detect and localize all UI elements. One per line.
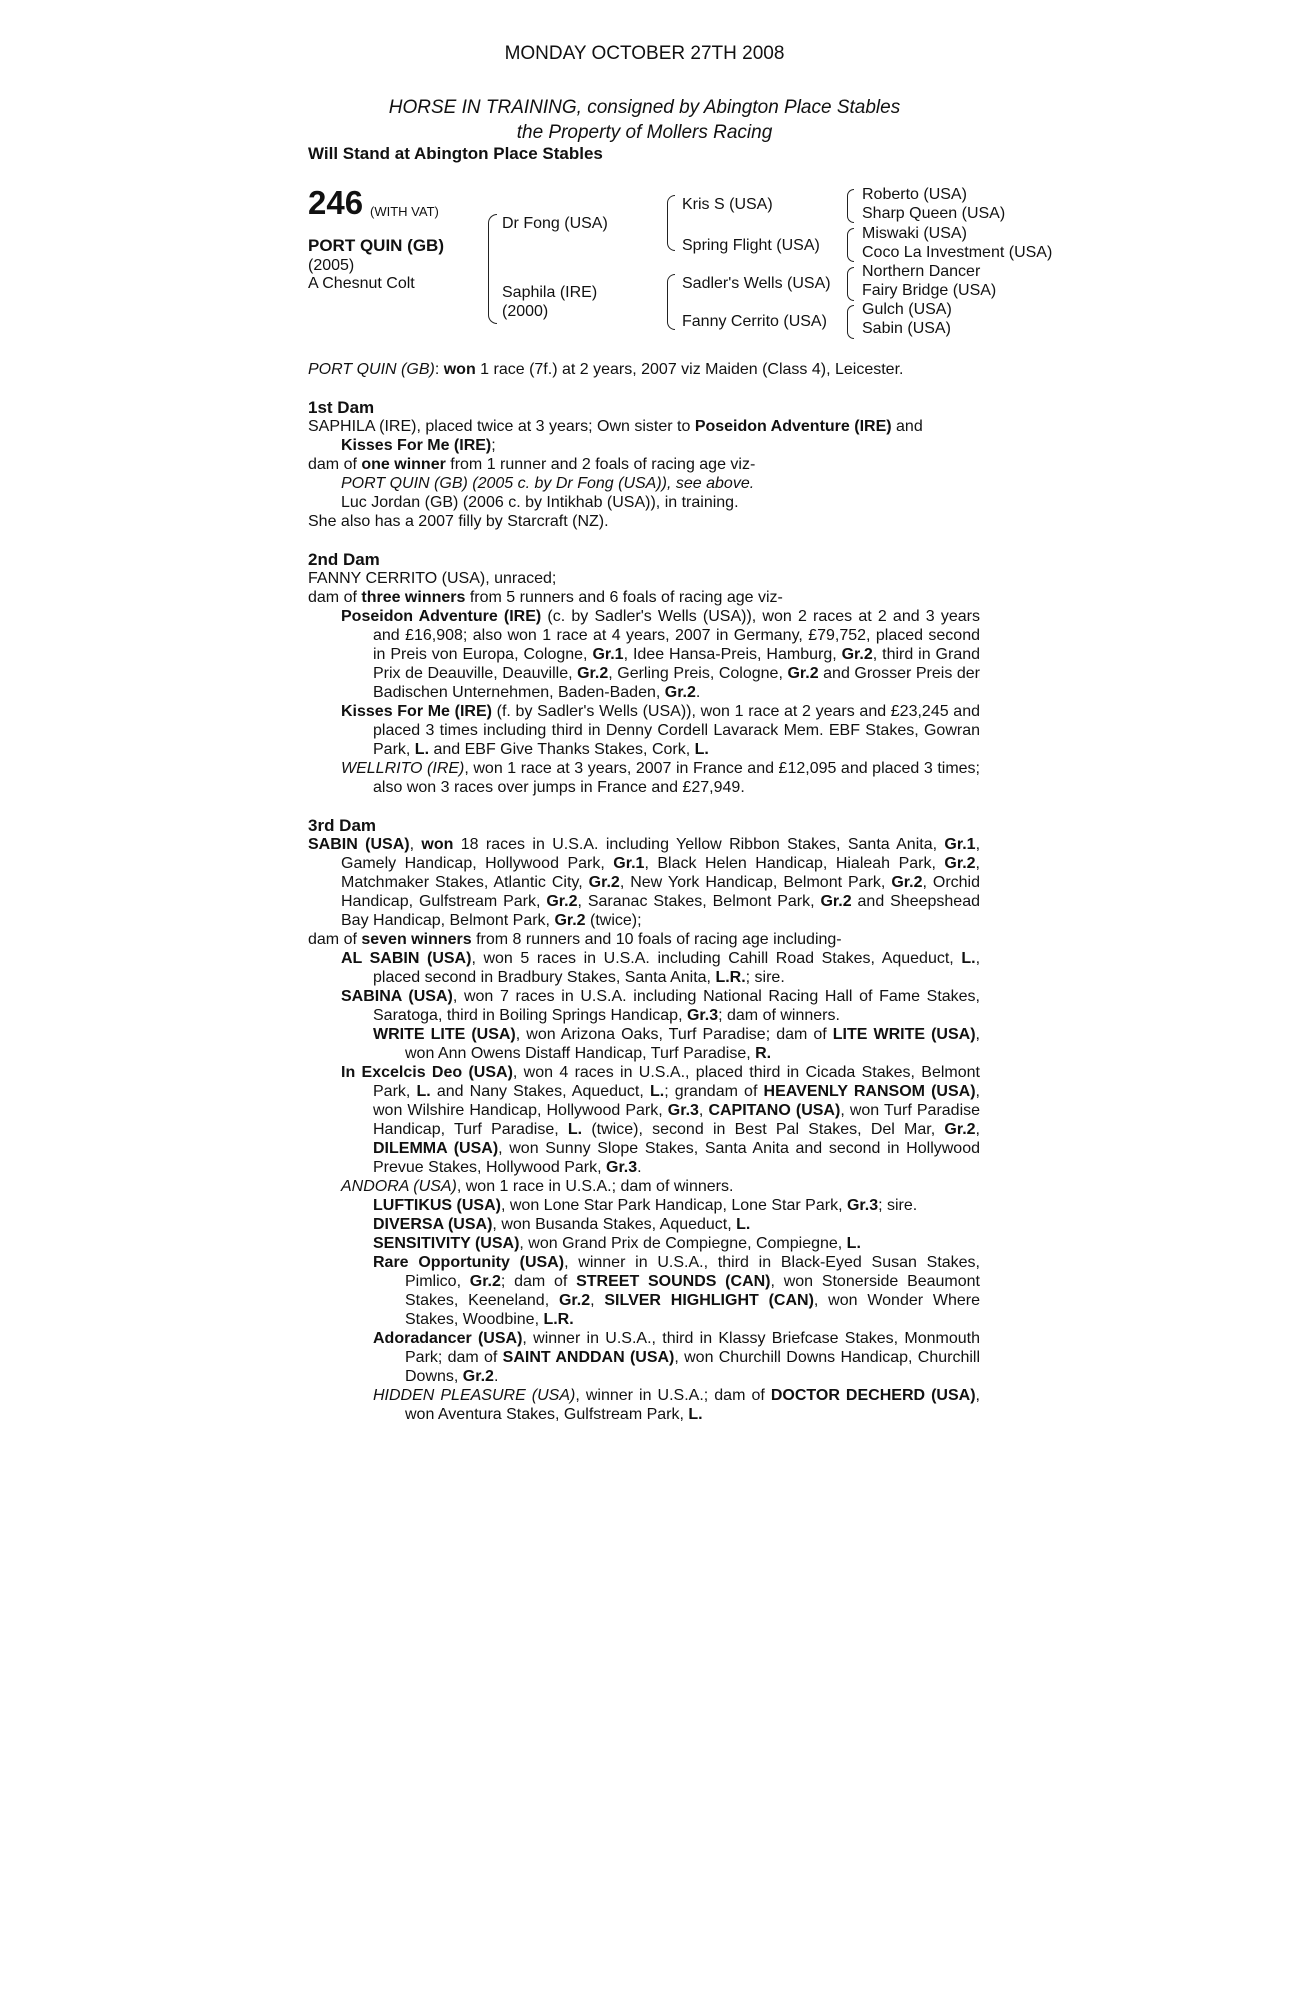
ggp-4: Coco La Investment (USA) [862, 244, 1053, 261]
dam-sire: Sadler's Wells (USA) [682, 275, 831, 292]
horse-year: (2005) [308, 257, 355, 274]
pedigree-brace [488, 214, 497, 324]
dam-year: (2000) [502, 303, 549, 320]
produce-entry: DIVERSA (USA), won Busanda Stakes, Aqueduct, L. [373, 1216, 751, 1233]
race-summary [308, 360, 980, 379]
dam-dam: Fanny Cerrito (USA) [682, 313, 827, 330]
lot-number: 246 [308, 184, 364, 221]
first-dam-line: Kisses For Me (IRE); [341, 437, 496, 454]
produce-entry: SENSITIVITY (USA), won Grand Prix de Compiegne, Compiegne, L. [373, 1235, 861, 1252]
ggp-brace [847, 189, 854, 223]
ggp-5: Northern Dancer [862, 263, 981, 280]
vat-note: (WITH VAT) [370, 204, 439, 219]
third-dam-line: dam of seven winners from 8 runners and 10 foals of racing age including- [308, 931, 842, 948]
dam: Saphila (IRE) [502, 284, 598, 301]
sire-brace [667, 195, 675, 251]
produce-entry: In Excelcis Deo (USA), won 4 races in U.S.A., placed third in Cicada Stakes, Belmont Park, L. and Nany Stakes, Aqueduct, L.; grandam of HEAVENLY RANSOM (USA), won Wilshire Handicap, Hollywood Park, Gr.3, CAPITANO (USA), won Turf Paradise Handicap, Turf Paradise, L. (twice), second in Best Pal Stakes, Del Mar, Gr.2, DILEMMA (USA), won Sunny Slope Stakes, Santa Anita and second in Hollywood Prevue Stakes, Hollywood Park, Gr.3. [341, 1064, 981, 1176]
ggp-1: Roberto (USA) [862, 186, 967, 203]
first-dam-line: SAPHILA (IRE), placed twice at 3 years; Own sister to Poseidon Adventure (IRE) and [308, 418, 923, 435]
produce-entry: LUFTIKUS (USA), won Lone Star Park Handicap, Lone Star Park, Gr.3; sire. [373, 1197, 918, 1214]
produce-entry: WELLRITO (IRE), won 1 race at 3 years, 2007 in France and £12,095 and placed 3 times; also won 3 races over jumps in France and £27,949. [341, 760, 980, 796]
ggp-brace [847, 267, 854, 301]
ggp-6: Fairy Bridge (USA) [862, 282, 997, 299]
stand-line: Will Stand at Abington Place Stables [308, 144, 603, 163]
first-dam-line: dam of one winner from 1 runner and 2 foals of racing age viz- [308, 456, 756, 473]
produce-entry: Rare Opportunity (USA), winner in U.S.A., third in Black-Eyed Susan Stakes, Pimlico, Gr.2; dam of STREET SOUNDS (CAN), won Stonerside Beaumont Stakes, Keeneland, Gr.2, SILVER HIGHLIGHT (CAN), won Wonder Where Stakes, Woodbine, L.R. [373, 1254, 980, 1328]
second-dam-heading: 2nd Dam [308, 550, 380, 569]
ggp-2: Sharp Queen (USA) [862, 205, 1006, 222]
sire-dam: Spring Flight (USA) [682, 237, 820, 254]
ggp-brace [847, 228, 854, 262]
third-dam-line: SABIN (USA), won 18 races in U.S.A. including Yellow Ribbon Stakes, Santa Anita, Gr.1, Gamely Handicap, Hollywood Park, Gr.1, Black Helen Handicap, Hialeah Park, Gr.2, Matchmaker Stakes, Atlantic City, Gr.2, New York Handicap, Belmont Park, Gr.2, Orchid Handicap, Gulfstream Park, Gr.2, Saranac Stakes, Belmont Park, Gr.2 and Sheepshead Bay Handicap, Belmont Park, Gr.2 (twice); [308, 836, 981, 929]
sale-date: MONDAY OCTOBER 27TH 2008 [504, 43, 785, 64]
first-dam-line: She also has a 2007 filly by Starcraft (NZ). [308, 513, 609, 530]
summary-text: 1 race (7f.) at 2 years, 2007 viz Maiden (Class 4), Leicester. [475, 361, 904, 378]
produce-entry: Luc Jordan (GB) (2006 c. by Intikhab (USA)), in training. [341, 494, 739, 511]
produce-entry: PORT QUIN (GB) (2005 c. by Dr Fong (USA)), see above. [341, 475, 755, 492]
horse-description: A Chesnut Colt [308, 275, 415, 292]
second-dam-line: FANNY CERRITO (USA), unraced; [308, 570, 557, 587]
produce-entry: Adoradancer (USA), winner in U.S.A., third in Klassy Briefcase Stakes, Monmouth Park; dam of SAINT ANDDAN (USA), won Churchill Downs Handicap, Churchill Downs, Gr.2. [373, 1330, 981, 1385]
horse-name-ref: PORT QUIN (GB) [308, 361, 435, 378]
second-dam-line: dam of three winners from 5 runners and 6 foals of racing age viz- [308, 589, 783, 606]
produce-entry: SABINA (USA), won 7 races in U.S.A. including National Racing Hall of Fame Stakes, Saratoga, third in Boiling Springs Handicap, Gr.3; dam of winners. [341, 988, 981, 1024]
ggp-3: Miswaki (USA) [862, 225, 967, 242]
first-dam-heading: 1st Dam [308, 398, 375, 417]
produce-entry: AL SABIN (USA), won 5 races in U.S.A. including Cahill Road Stakes, Aqueduct, L., placed second in Bradbury Stakes, Santa Anita, L.R.; sire. [341, 950, 981, 986]
summary-text: : [434, 361, 444, 378]
summary-won: won [443, 361, 476, 378]
produce-entry: Poseidon Adventure (IRE) (c. by Sadler's Wells (USA)), won 2 races at 2 and 3 years and £16,908; also won 1 race at 4 years, 2007 in Germany, £79,752, placed second in Preis von Europa, Cologne, Gr.1, Idee Hansa-Preis, Hamburg, Gr.2, third in Grand Prix de Deauville, Deauville, Gr.2, Gerling Preis, Cologne, Gr.2 and Grosser Preis der Badischen Unternehmen, Baden-Baden, Gr.2. [341, 608, 981, 701]
third-dam-heading: 3rd Dam [308, 816, 377, 835]
race-record-text [308, 360, 980, 1424]
produce-entry: ANDORA (USA), won 1 race in U.S.A.; dam of winners. [341, 1178, 734, 1195]
produce-entry: Kisses For Me (IRE) (f. by Sadler's Wells (USA)), won 1 race at 2 years and £23,245 and placed 3 times including third in Denny Cordell Lavarack Mem. EBF Stakes, Gowran Park, L. and EBF Give Thanks Stakes, Cork, L. [341, 703, 980, 758]
ggp-7: Gulch (USA) [862, 301, 952, 318]
ggp-8: Sabin (USA) [862, 320, 951, 337]
horse-name: PORT QUIN (GB) [308, 236, 444, 255]
property-line: the Property of Mollers Racing [516, 122, 773, 143]
dam-brace [667, 274, 675, 330]
sire-sire: Kris S (USA) [682, 196, 773, 213]
consignment-line: HORSE IN TRAINING, consigned by Abington Place Stables [388, 97, 901, 118]
produce-entry: HIDDEN PLEASURE (USA), winner in U.S.A.; dam of DOCTOR DECHERD (USA), won Aventura Stakes, Gulfstream Park, L. [373, 1387, 980, 1423]
ggp-brace [847, 305, 854, 339]
sire: Dr Fong (USA) [502, 215, 608, 232]
produce-entry: WRITE LITE (USA), won Arizona Oaks, Turf Paradise; dam of LITE WRITE (USA), won Ann Owens Distaff Handicap, Turf Paradise, R. [373, 1026, 980, 1062]
